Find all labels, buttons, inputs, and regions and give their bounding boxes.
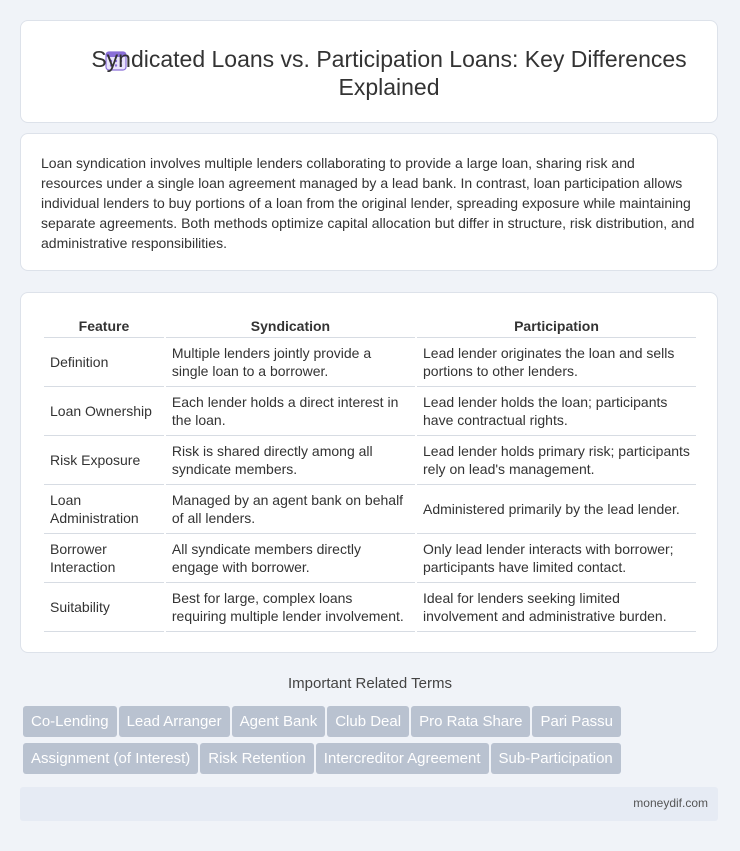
syndication-cell: Each lender holds a direct interest in the loan.: [166, 387, 415, 436]
related-terms-title: Important Related Terms: [288, 675, 452, 692]
table-row: [44, 436, 696, 485]
related-term-tag[interactable]: Intercreditor Agreement: [316, 743, 489, 774]
syndication-cell: Risk is shared directly among all syndicate members.: [166, 436, 415, 485]
intro-card: [20, 133, 718, 271]
related-term-tag[interactable]: Co-Lending: [23, 706, 117, 737]
table-row: [44, 387, 696, 436]
title-card: [20, 20, 718, 123]
header-feature: Feature: [44, 315, 164, 338]
feature-cell: Risk Exposure: [44, 436, 164, 485]
participation-cell: Only lead lender interacts with borrower; participants have limited contact.: [417, 534, 696, 583]
feature-cell: Loan Administration: [44, 485, 164, 534]
related-term-tag[interactable]: Risk Retention: [200, 743, 314, 774]
participation-cell: Lead lender holds the loan; participants have contractual rights.: [417, 387, 696, 436]
syndication-cell: Managed by an agent bank on behalf of all lenders.: [166, 485, 415, 534]
table-row: [44, 583, 696, 632]
participation-cell: Administered primarily by the lead lender.: [417, 485, 696, 534]
related-term-tag[interactable]: Agent Bank: [232, 706, 326, 737]
feature-cell: Loan Ownership: [44, 387, 164, 436]
comparison-table: [42, 315, 698, 632]
feature-cell: Definition: [44, 338, 164, 387]
page-title: Syndicated Loans vs. Participation Loans: Key Differences Explained: [91, 46, 687, 100]
header-participation: Participation: [417, 315, 696, 338]
header-syndication: Syndication: [166, 315, 415, 338]
related-term-tag[interactable]: Lead Arranger: [119, 706, 230, 737]
table-row: [44, 338, 696, 387]
related-term-tag[interactable]: Assignment (of Interest): [23, 743, 198, 774]
feature-cell: Suitability: [44, 583, 164, 632]
table-header-row: [44, 315, 696, 338]
syndication-cell: All syndicate members directly engage with borrower.: [166, 534, 415, 583]
comparison-card: [20, 292, 718, 653]
footer-bar: [20, 787, 718, 821]
table-row: [44, 485, 696, 534]
related-term-tag[interactable]: Pro Rata Share: [411, 706, 530, 737]
feature-cell: Borrower Interaction: [44, 534, 164, 583]
participation-cell: Lead lender originates the loan and sells portions to other lenders.: [417, 338, 696, 387]
related-term-tag[interactable]: Club Deal: [327, 706, 409, 737]
related-terms-list: [23, 706, 723, 780]
related-term-tag[interactable]: Sub-Participation: [491, 743, 621, 774]
related-term-tag[interactable]: Pari Passu: [532, 706, 621, 737]
syndication-cell: Multiple lenders jointly provide a single loan to a borrower.: [166, 338, 415, 387]
intro-paragraph: Loan syndication involves multiple lenders collaborating to provide a large loan, sharing risk and resources under a single loan agreement managed by a lead bank. In contrast, loan participation allows individual lenders to buy portions of a loan from the original lender, spreading exposure while maintaining separate agreements. Both methods optimize capital allocation but differ in structure, risk distribution, and administrative responsibilities.: [41, 155, 695, 251]
participation-cell: Lead lender holds primary risk; participants rely on lead's management.: [417, 436, 696, 485]
footer-site-link[interactable]: moneydif.com: [633, 796, 708, 810]
table-row: [44, 534, 696, 583]
participation-cell: Ideal for lenders seeking limited involvement and administrative burden.: [417, 583, 696, 632]
syndication-cell: Best for large, complex loans requiring multiple lender involvement.: [166, 583, 415, 632]
